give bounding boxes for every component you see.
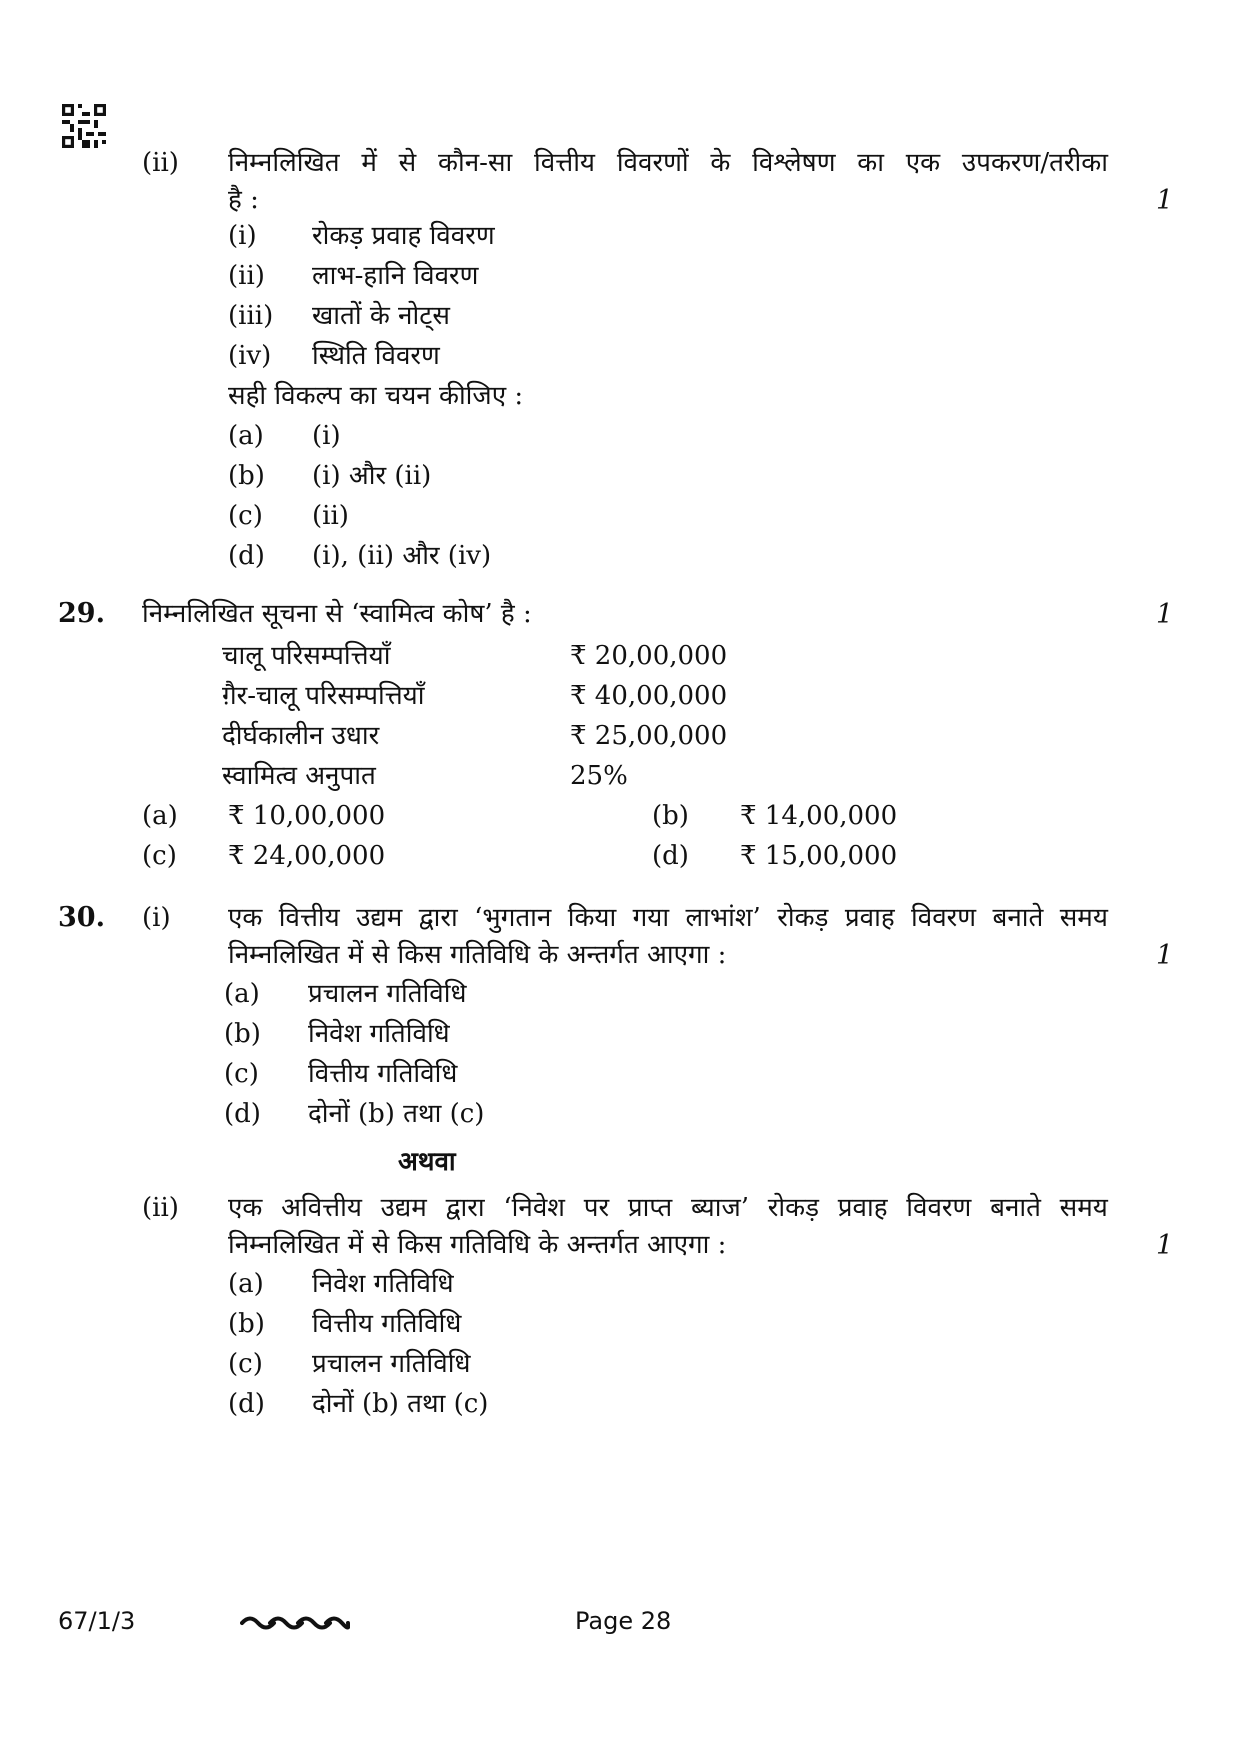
q29-table-value: ₹ 40,00,000 (570, 681, 728, 711)
q29-option-text: ₹ 24,00,000 (228, 841, 386, 871)
q28-item-label: (iii) (228, 301, 274, 331)
q28-item-label: (iv) (228, 341, 272, 371)
q30-part1-option-text: वित्तीय गतिविधि (308, 1059, 458, 1089)
q28-sub-label: (ii) (142, 148, 179, 178)
word: विवरण (906, 1193, 972, 1223)
q30-part1-option-label: (a) (224, 979, 260, 1009)
q30-part2-option-label: (b) (228, 1309, 265, 1339)
q28-item-label: (ii) (228, 261, 265, 291)
q29-table-item: दीर्घकालीन उधार (222, 721, 380, 751)
q30-part1-question-line2: निम्नलिखित में से किस गतिविधि के अन्तर्गत आएगा : (228, 940, 727, 970)
q30-part2-marks: 1 (1156, 1230, 1174, 1261)
q30-part2-option-text: प्रचालन गतिविधि (312, 1349, 471, 1379)
q30-part1-option-text: प्रचालन गतिविधि (308, 979, 467, 1009)
q29-table-item: स्वामित्व अनुपात (222, 761, 376, 791)
word: एक (905, 148, 941, 178)
q29-table-item: चालू परिसम्पत्तियाँ (222, 641, 391, 671)
q30-part1-option-label: (d) (224, 1099, 261, 1129)
word: से (398, 148, 417, 178)
q28-option-text: (i) (312, 421, 341, 451)
q29-table-value: ₹ 25,00,000 (570, 721, 728, 751)
q28-option-label: (c) (228, 501, 263, 531)
q30-part1-option-label: (c) (224, 1059, 259, 1089)
q28-instruction: सही विकल्प का चयन कीजिए : (228, 381, 524, 411)
q30-part2-option-label: (a) (228, 1269, 264, 1299)
q29-table-value: 25% (570, 761, 628, 791)
word: बनाते (992, 903, 1044, 933)
q29-number: 29. (58, 598, 105, 629)
q29-option-label: (c) (142, 841, 177, 871)
word: ब्याज’ (690, 1193, 750, 1223)
word: द्वारा (418, 903, 458, 933)
q28-item-label: (i) (228, 221, 257, 251)
word: किया (567, 903, 617, 933)
word: एक (228, 903, 263, 933)
q28-marks: 1 (1156, 185, 1174, 216)
q30-part2-option-label: (d) (228, 1389, 265, 1419)
q28-option-text: (i) और (ii) (312, 461, 432, 491)
or-separator: अथवा (398, 1147, 456, 1177)
word: कौन-सा (438, 148, 513, 178)
q30-part1-option-text: निवेश गतिविधि (308, 1019, 450, 1049)
q28-option-label: (a) (228, 421, 264, 451)
page-number: Page 28 (575, 1607, 672, 1635)
word: गया (632, 903, 670, 933)
q30-part2-option-label: (c) (228, 1349, 263, 1379)
word: के (710, 148, 731, 178)
word: का (857, 148, 884, 178)
paper-code: 67/1/3 (58, 1607, 136, 1635)
q29-option-label: (a) (142, 801, 178, 831)
q29-option-text: ₹ 14,00,000 (740, 801, 898, 831)
word: अवित्तीय (281, 1193, 362, 1223)
q30-number: 30. (58, 902, 105, 933)
q28-item-text: खातों के नोट्स (312, 301, 450, 331)
q30-part1-marks: 1 (1156, 940, 1174, 971)
q28-option-label: (d) (228, 541, 265, 571)
q29-option-label: (d) (652, 841, 689, 871)
word: विवरण (911, 903, 977, 933)
word: रोकड़ (767, 1193, 820, 1223)
word: ‘निवेश (503, 1193, 565, 1223)
q29-option-text: ₹ 10,00,000 (228, 801, 386, 831)
word: निम्नलिखित (228, 148, 340, 178)
word: विवरणों (616, 148, 689, 178)
q30-part2-option-text: वित्तीय गतिविधि (312, 1309, 462, 1339)
word: समय (1059, 903, 1108, 933)
word: विश्लेषण (752, 148, 836, 178)
word: पर (583, 1193, 610, 1223)
q30-part2-label: (ii) (142, 1193, 179, 1223)
word: द्वारा (445, 1193, 485, 1223)
q29-option-text: ₹ 15,00,000 (740, 841, 898, 871)
word: उद्यम (380, 1193, 427, 1223)
tilde-ornament (240, 1610, 350, 1634)
q28-item-text: लाभ-हानि विवरण (312, 261, 479, 291)
q30-part2-question-line2: निम्नलिखित में से किस गतिविधि के अन्तर्गत आएगा : (228, 1230, 727, 1260)
q29-marks: 1 (1156, 599, 1174, 630)
q30-part1-option-label: (b) (224, 1019, 261, 1049)
word: बनाते (990, 1193, 1041, 1223)
q29-option-label: (b) (652, 801, 689, 831)
word: एक (228, 1193, 263, 1223)
q30-part1-option-text: दोनों (b) तथा (c) (308, 1099, 485, 1129)
q28-question-line2: है : (228, 185, 259, 215)
word: समय (1059, 1193, 1108, 1223)
q28-item-text: स्थिति विवरण (312, 341, 440, 371)
word: उपकरण/तरीका (961, 148, 1108, 178)
word: वित्तीय (534, 148, 596, 178)
q28-option-text: (ii) (312, 501, 349, 531)
q28-question-line1 (228, 146, 1108, 180)
q29-table-item: ग़ैर-चालू परिसम्पत्तियाँ (222, 681, 425, 711)
word: प्रवाह (837, 1193, 888, 1223)
q30-part1-label: (i) (142, 903, 171, 933)
word: प्रवाह (844, 903, 895, 933)
q30-part1-question-line1 (228, 901, 1108, 935)
word: उद्यम (356, 903, 403, 933)
q29-table-value: ₹ 20,00,000 (570, 641, 728, 671)
word: रोकड़ (777, 903, 829, 933)
word: वित्तीय (278, 903, 340, 933)
word: ‘भुगतान (474, 903, 552, 933)
q29-question: निम्नलिखित सूचना से ‘स्वामित्व कोष’ है : (142, 599, 532, 629)
q28-item-text: रोकड़ प्रवाह विवरण (312, 221, 495, 251)
qr-code (62, 104, 106, 148)
word: लाभांश’ (685, 903, 761, 933)
q30-part2-option-text: दोनों (b) तथा (c) (312, 1389, 489, 1419)
q28-option-label: (b) (228, 461, 265, 491)
word: में (361, 148, 377, 178)
q30-part2-question-line1 (228, 1191, 1108, 1225)
q28-option-text: (i), (ii) और (iv) (312, 541, 492, 571)
word: प्राप्त (627, 1193, 673, 1223)
q30-part2-option-text: निवेश गतिविधि (312, 1269, 454, 1299)
